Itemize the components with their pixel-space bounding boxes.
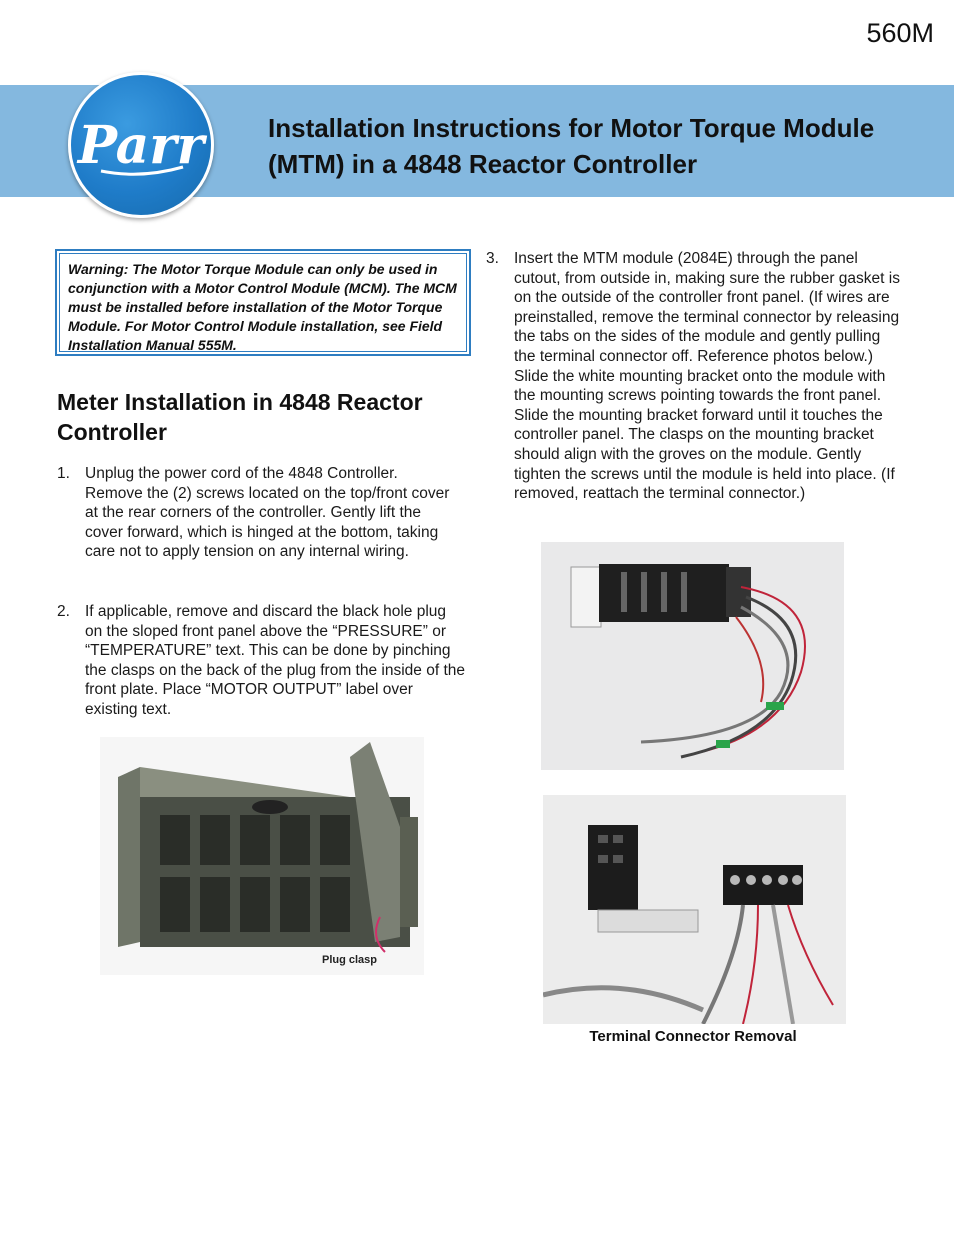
terminal-connector-photo: [543, 795, 846, 1024]
step-number: 1.: [57, 465, 70, 482]
warning-box: [55, 249, 471, 356]
module-wiring-photo: [541, 542, 844, 770]
step-number: 2.: [57, 603, 70, 620]
parr-logo: [68, 72, 214, 218]
logo-wordmark: Parr: [77, 115, 205, 176]
document-number: 560M: [866, 18, 934, 48]
section-heading: Meter Installation in 4848 Reactor Controller: [57, 389, 423, 445]
step-text: Unplug the power cord of the 4848 Controller. Remove the (2) screws located on the top/front cover at the rear corners of the controller. Gently lift the cover forward, which is hinged at the bottom, taking care not to apply tension on any internal wiring.: [85, 465, 450, 561]
warning-text: Warning: The Motor Torque Module can only be used in conjunction with a Motor Control Module (MCM). The MCM must be installed before installation of the Motor Torque Module. For Motor Control Module installation, see Field Installation Manual 555M.: [59, 253, 467, 352]
page-title: Installation Instructions for Motor Torque Module (MTM) in a 4848 Reactor Controller: [268, 113, 875, 179]
plug-clasp-label: Plug clasp: [322, 954, 378, 966]
step-3: [486, 249, 906, 504]
step-text: Insert the MTM module (2084E) through the panel cutout, from outside in, making sure the rubber gasket is on the outside of the controller front panel. (If wires are preinstalled, remove the terminal connector by releasing the tabs on the sides of the module and gently pulling the terminal connector off. Reference photos below.) Slide the white mounting bracket onto the module with the mounting screws pointing towards the front panel. Slide the mounting bracket forward until it touches the controller panel. The clasps on the mounting bracket should align with the groves on the module. Gently tighten the screws until the module is held into place. (If removed, reattach the terminal connector.): [514, 250, 900, 503]
step-number: 3.: [486, 250, 499, 267]
plug-clasp-photo: [100, 737, 424, 975]
photo-caption: Terminal Connector Removal: [589, 1028, 797, 1045]
step-text: If applicable, remove and discard the black hole plug on the sloped front panel above the “PRESSURE” or “TEMPERATURE” text. This can be done by pinching the clasps on the back of the plug from the inside of the front plate. Place “MOTOR OUTPUT” label over existing text.: [85, 603, 465, 718]
step-2: [57, 602, 467, 720]
step-1: [57, 464, 457, 562]
